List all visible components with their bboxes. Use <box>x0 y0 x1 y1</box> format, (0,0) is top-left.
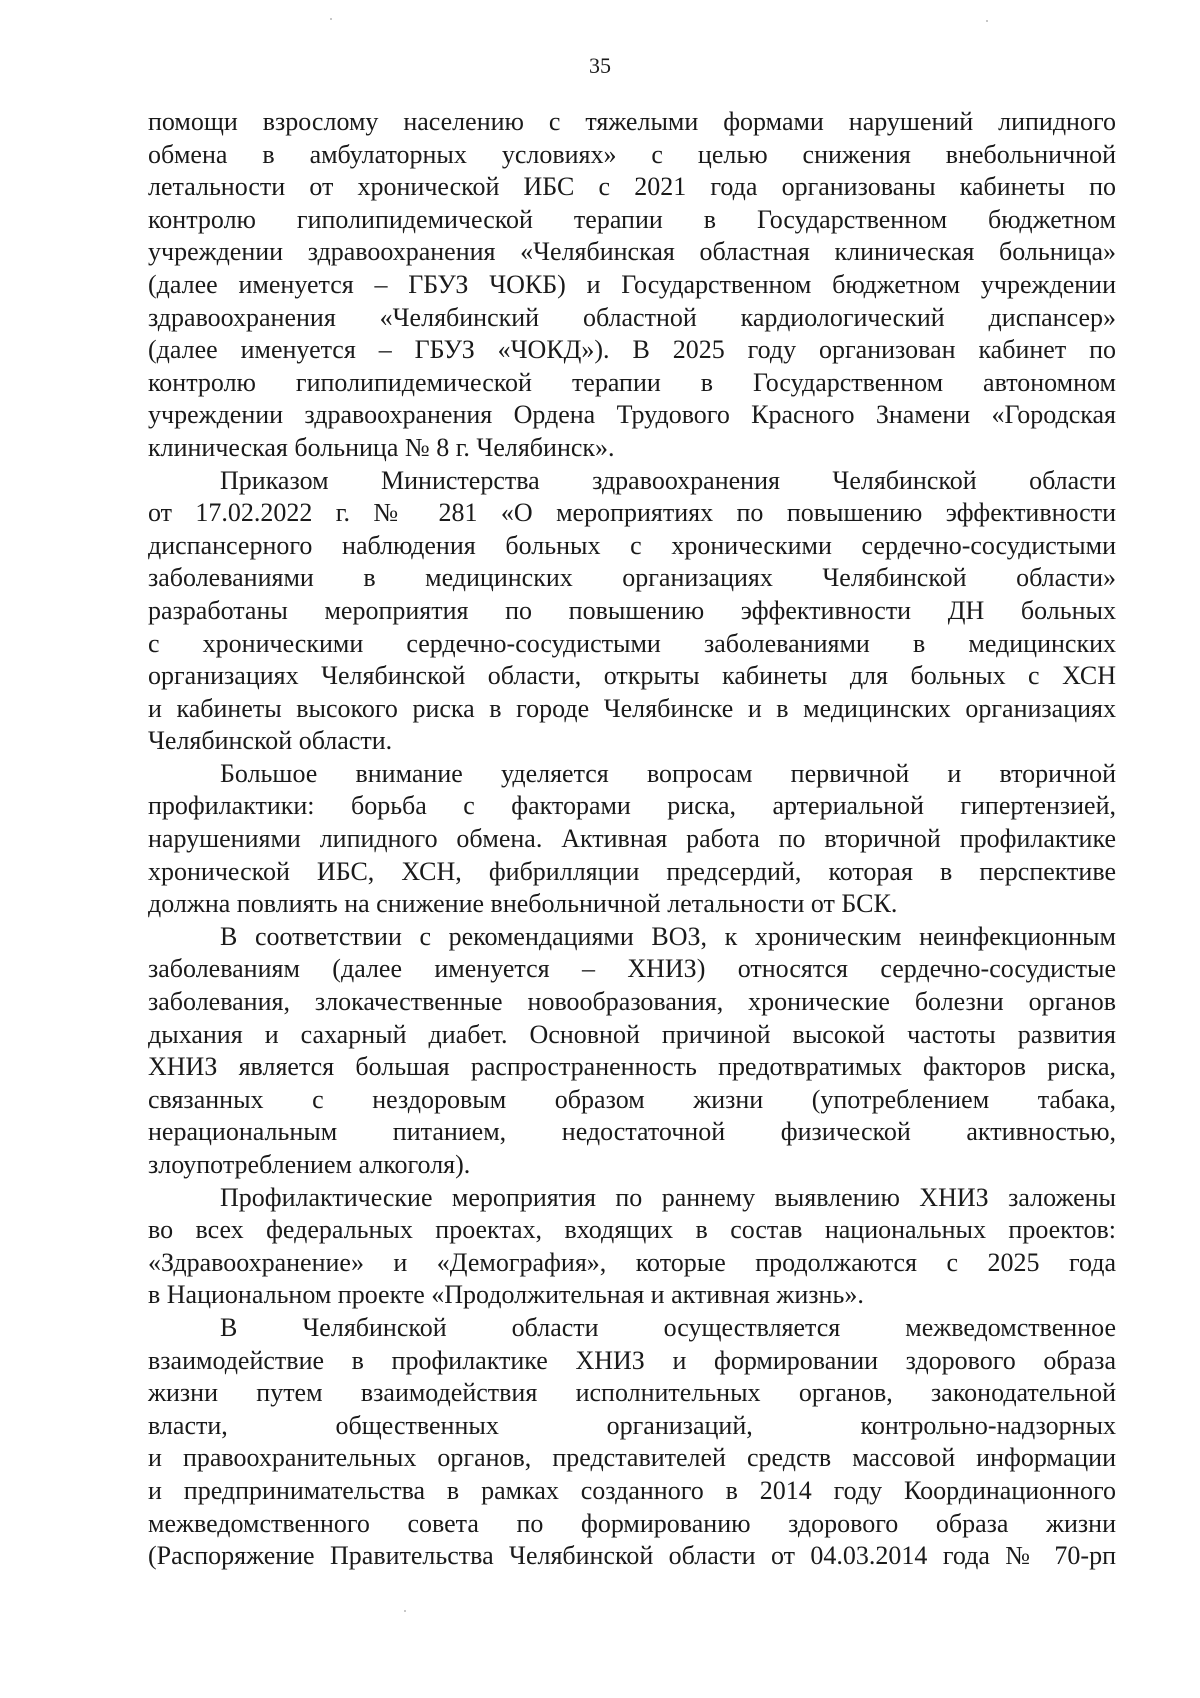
page-number: 35 <box>589 53 611 78</box>
text-line: летальности от хронической ИБС с 2021 года организованы кабинеты по <box>148 172 1116 202</box>
text-line: жизни путем взаимодействия исполнительных органов, законодательной <box>148 1378 1116 1408</box>
text-line: Челябинской области. <box>148 726 393 756</box>
text-line: и правоохранительных органов, представителей средств массовой информации <box>148 1443 1116 1473</box>
text-line: и кабинеты высокого риска в городе Челябинске и в медицинских организациях <box>148 693 1116 723</box>
text-line: В соответствии с рекомендациями ВОЗ, к хроническим неинфекционным <box>220 921 1116 951</box>
text-line: взаимодействие в профилактике ХНИЗ и формировании здорового образа <box>148 1345 1116 1375</box>
text-line: помощи взрослому населению с тяжелыми формами нарушений липидного <box>148 107 1116 136</box>
text-line: в Национальном проекте «Продолжительная и активная жизнь». <box>148 1280 864 1310</box>
text-line: В Челябинской области осуществляется межведомственное <box>220 1312 1116 1342</box>
text-line: дыхания и сахарный диабет. Основной причиной высокой частоты развития <box>148 1019 1116 1049</box>
text-line: ХНИЗ является большая распространенность предотвратимых факторов риска, <box>148 1052 1116 1082</box>
text-line: «Здравоохранение» и «Демография», которые продолжаются с 2025 года <box>148 1247 1116 1277</box>
text-line: во всех федеральных проектах, входящих в состав национальных проектов: <box>148 1215 1116 1245</box>
document-body <box>148 106 1116 1573</box>
text-line: нерациональным питанием, недостаточной физической активностью, <box>148 1117 1116 1147</box>
text-line: с хроническими сердечно-сосудистыми заболеваниями в медицинских <box>148 628 1116 658</box>
text-line: Большое внимание уделяется вопросам первичной и вторичной <box>220 758 1116 788</box>
text-line: злоупотреблением алкоголя). <box>148 1150 471 1179</box>
text-line: клиническая больница № 8 г. Челябинск». <box>148 432 615 462</box>
paragraph <box>148 921 1116 1182</box>
text-line: заболевания, злокачественные новообразования, хронические болезни органов <box>148 987 1116 1017</box>
scan-speck <box>986 20 988 22</box>
text-line: обмена в амбулаторных условиях» с целью снижения внебольничной <box>148 139 1116 169</box>
text-line: (далее именуется – ГБУЗ ЧОКБ) и Государственном бюджетном учреждении <box>148 269 1116 299</box>
text-line: (Распоряжение Правительства Челябинской области от 04.03.2014 года № 70-рп <box>148 1541 1116 1571</box>
paragraph <box>148 1312 1116 1573</box>
text-line: здравоохранения «Челябинский областной кардиологический диспансер» <box>148 302 1116 332</box>
text-line: от 17.02.2022 г. № 281 «О мероприятиях по повышению эффективности <box>148 498 1116 528</box>
paragraph <box>148 758 1116 921</box>
text-line: разработаны мероприятия по повышению эффективности ДН больных <box>148 595 1116 625</box>
text-line: организациях Челябинской области, открыты кабинеты для больных с ХСН <box>148 661 1116 691</box>
text-line: диспансерного наблюдения больных с хроническими сердечно-сосудистыми <box>148 530 1116 560</box>
text-line: Профилактические мероприятия по раннему выявлению ХНИЗ заложены <box>220 1182 1116 1212</box>
text-line: нарушениями липидного обмена. Активная работа по вторичной профилактике <box>148 824 1116 854</box>
text-line: должна повлиять на снижение внебольничной летальности от БСК. <box>148 889 898 919</box>
text-line: контролю гиполипидемической терапии в Государственном автономном <box>148 367 1116 397</box>
text-line: и предпринимательства в рамках созданного в 2014 году Координационного <box>148 1475 1116 1505</box>
paragraph <box>148 1182 1116 1312</box>
text-line: власти, общественных организаций, контрольно-надзорных <box>148 1410 1116 1440</box>
text-line: профилактики: борьба с факторами риска, артериальной гипертензией, <box>148 791 1116 821</box>
text-line: хронической ИБС, ХСН, фибрилляции предсердий, которая в перспективе <box>148 856 1116 886</box>
text-line: связанных с нездоровым образом жизни (употреблением табака, <box>148 1084 1116 1114</box>
text-line: (далее именуется – ГБУЗ «ЧОКД»). В 2025 году организован кабинет по <box>148 335 1116 365</box>
text-line: заболеваниям (далее именуется – ХНИЗ) относятся сердечно-сосудистые <box>148 954 1116 984</box>
text-line: Приказом Министерства здравоохранения Челябинской области <box>220 465 1116 495</box>
paragraph <box>148 106 1116 465</box>
text-line: контролю гиполипидемической терапии в Государственном бюджетном <box>148 204 1116 234</box>
scan-speck <box>404 1610 406 1612</box>
text-line: учреждении здравоохранения «Челябинская областная клиническая больница» <box>148 237 1116 267</box>
text-line: учреждении здравоохранения Ордена Трудового Красного Знамени «Городская <box>148 400 1116 430</box>
text-line: межведомственного совета по формированию здорового образа жизни <box>148 1508 1116 1538</box>
paragraph <box>148 465 1116 758</box>
text-line: заболеваниями в медицинских организациях Челябинской области» <box>148 563 1116 593</box>
scan-speck <box>330 18 332 20</box>
